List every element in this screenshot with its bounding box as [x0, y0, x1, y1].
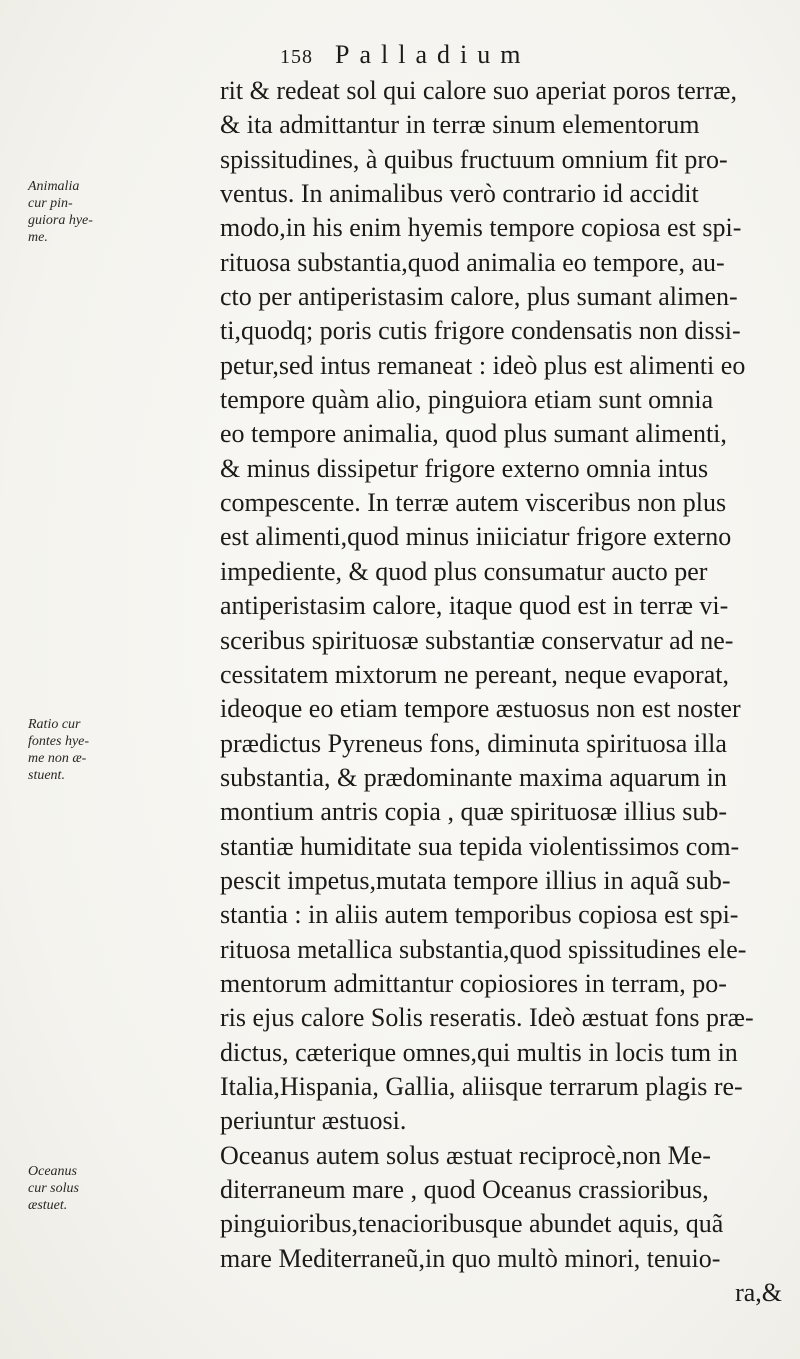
marginal-note-line: me non æ-	[28, 751, 87, 766]
text-line: stantia : in aliis autem temporibus copiosa est spi-	[220, 900, 739, 930]
text-line: rit & redeat sol qui calore suo aperiat poros terræ,	[220, 76, 737, 105]
text-line: modo,in his enim hyemis tempore copiosa est spi-	[220, 213, 742, 243]
catchword-line: ra,&	[735, 1278, 782, 1308]
text-line: substantia, & prædominante maxima aquarum in	[220, 762, 727, 792]
text-line: & ita admittantur in terræ sinum elementorum	[220, 110, 700, 140]
text-line: stantiæ humiditate sua tepida violentissimos com-	[220, 831, 740, 861]
text-line: antiperistasim calore, itaque quod est in terræ vi-	[220, 591, 729, 621]
text-line: montium antris copia , quæ spirituosæ illius sub-	[220, 797, 727, 827]
text-line: prædictus Pyreneus fons, diminuta spirituosa illa	[220, 728, 727, 758]
marginal-note-line: cur solus	[28, 1181, 79, 1196]
text-line: cessitatem mixtorum ne pereant, neque evaporat,	[220, 659, 729, 689]
text-line: eo tempore animalia, quod plus sumant alimenti,	[220, 419, 727, 449]
text-line: ventus. In animalibus verò contrario id accidit	[220, 179, 699, 209]
text-line: rituosa metallica substantia,quod spissitudines ele-	[220, 934, 747, 964]
text-line: mare Mediterraneũ,in quo multò minori, tenuio-	[220, 1243, 721, 1273]
text-line: ris ejus calore Solis reseratis. Ideò æstuat fons præ-	[220, 1003, 754, 1033]
text-line: dictus, cæterique omnes,qui multis in locis tum in	[220, 1037, 738, 1067]
text-line: tempore quàm alio, pinguiora etiam sunt omnia	[220, 385, 714, 415]
marginal-note-line: cur pin-	[28, 196, 73, 211]
body-text	[220, 74, 790, 1310]
text-line: diterraneum mare , quod Oceanus crassioribus,	[220, 1175, 709, 1204]
marginal-note-animalia	[28, 178, 108, 246]
text-line: & minus dissipetur frigore externo omnia intus	[220, 453, 709, 483]
marginal-note-line: stuent.	[28, 768, 65, 783]
page-header	[280, 40, 530, 76]
marginal-note-oceanus	[28, 1163, 108, 1214]
text-line: mentorum admittantur copiosiores in terram, po-	[220, 968, 727, 998]
marginal-note-line: Animalia	[28, 179, 80, 194]
text-line: pescit impetus,mutata tempore illius in aquã sub-	[220, 865, 731, 895]
text-line: compescente. In terræ autem visceribus non plus	[220, 488, 727, 518]
marginal-note-ratio	[28, 716, 108, 784]
text-line: ti,quodq; poris cutis frigore condensatis non dissi-	[220, 316, 741, 346]
text-line: est alimenti,quod minus iniiciatur frigore externo	[220, 522, 732, 552]
text-line: rituosa substantia,quod animalia eo tempore, au-	[220, 247, 725, 277]
text-line: Oceanus autem solus æstuat reciprocè,non Me-	[220, 1140, 711, 1170]
text-line: pinguioribus,tenacioribusque abundet aquis, quã	[220, 1209, 724, 1239]
text-line: ideoque eo etiam tempore æstuosus non est noster	[220, 694, 741, 724]
text-line: periuntur æstuosi.	[220, 1106, 407, 1136]
marginal-note-line: æstuet.	[28, 1198, 68, 1213]
text-line: petur,sed intus remaneat : ideò plus est alimenti eo	[220, 350, 746, 380]
text-line: Italia,Hispania, Gallia, aliisque terrarum plagis re-	[220, 1071, 743, 1101]
text-line: cto per antiperistasim calore, plus sumant alimen-	[220, 282, 738, 312]
marginal-note-line: Oceanus	[28, 1164, 77, 1179]
text-line: spissitudines, à quibus fructuum omnium fit pro-	[220, 144, 728, 174]
marginal-note-line: fontes hye-	[28, 734, 90, 749]
text-line: sceribus spirituosæ substantiæ conservatur ad ne-	[220, 625, 734, 655]
marginal-note-line: Ratio cur	[28, 717, 81, 732]
running-head: Palladium	[335, 40, 531, 69]
text-line: impediente, & quod plus consumatur aucto per	[220, 556, 708, 586]
marginal-note-line: me.	[28, 230, 48, 245]
marginal-note-line: guiora hye-	[28, 213, 93, 228]
page-number: 158	[280, 46, 313, 68]
